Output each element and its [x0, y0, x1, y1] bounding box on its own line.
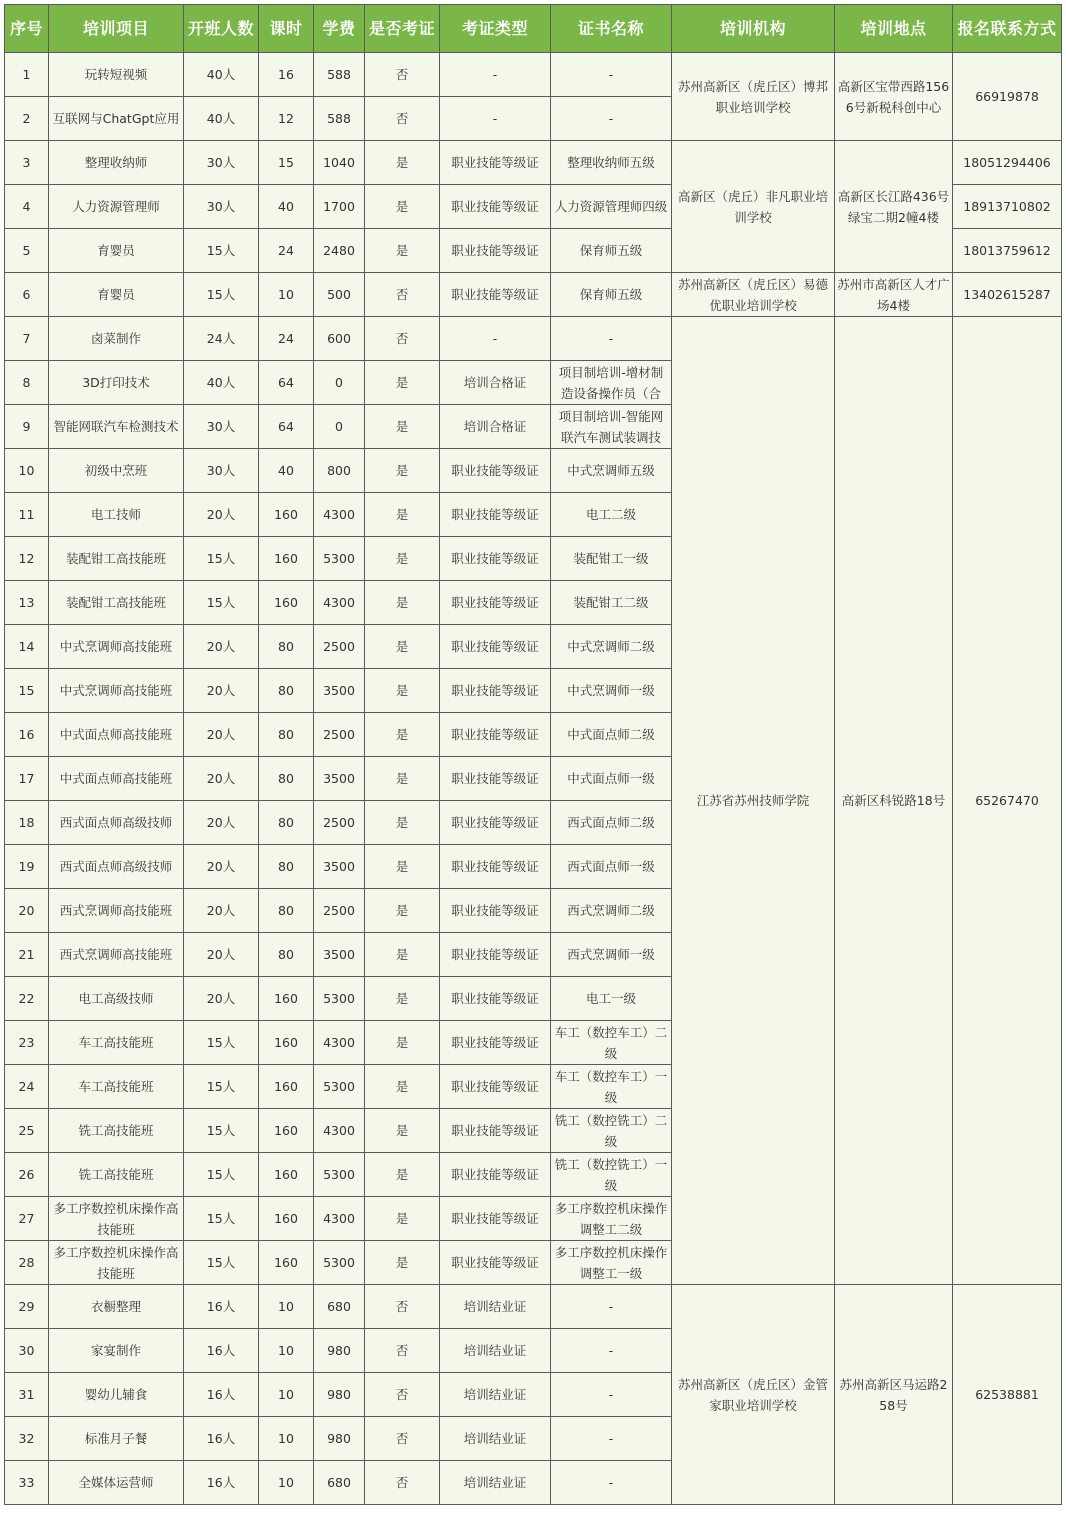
row-index: 19 [5, 845, 49, 889]
location: 高新区科锐路18号 [835, 317, 953, 1285]
cert-type: 职业技能等级证 [440, 537, 551, 581]
class-hours: 80 [259, 625, 314, 669]
header-certified: 是否考证 [365, 5, 440, 53]
cert-name: 电工一级 [551, 977, 672, 1021]
cert-name: 中式面点师二级 [551, 713, 672, 757]
fee: 3500 [314, 845, 365, 889]
course-name: 车工高技能班 [49, 1021, 184, 1065]
cert-type: 职业技能等级证 [440, 669, 551, 713]
certified: 是 [365, 757, 440, 801]
header-cert-type: 考证类型 [440, 5, 551, 53]
contact-phone: 62538881 [953, 1285, 1062, 1505]
class-hours: 64 [259, 361, 314, 405]
fee: 4300 [314, 1021, 365, 1065]
fee: 4300 [314, 1197, 365, 1241]
certified: 是 [365, 141, 440, 185]
class-size: 20人 [184, 977, 259, 1021]
cert-type: 职业技能等级证 [440, 273, 551, 317]
certified: 是 [365, 229, 440, 273]
row-index: 32 [5, 1417, 49, 1461]
class-hours: 40 [259, 449, 314, 493]
class-size: 15人 [184, 1021, 259, 1065]
cert-type: 职业技能等级证 [440, 1109, 551, 1153]
class-size: 15人 [184, 537, 259, 581]
certified: 是 [365, 801, 440, 845]
cert-type: - [440, 53, 551, 97]
class-hours: 10 [259, 273, 314, 317]
class-hours: 160 [259, 1197, 314, 1241]
cert-type: 职业技能等级证 [440, 449, 551, 493]
class-hours: 24 [259, 317, 314, 361]
certified: 是 [365, 1241, 440, 1285]
cert-name: 中式烹调师五级 [551, 449, 672, 493]
row-index: 6 [5, 273, 49, 317]
certified: 是 [365, 977, 440, 1021]
cert-name: - [551, 1461, 672, 1505]
cert-name: 车工（数控车工）二级 [551, 1021, 672, 1065]
cert-type: 培训结业证 [440, 1285, 551, 1329]
course-name: 整理收纳师 [49, 141, 184, 185]
fee: 800 [314, 449, 365, 493]
course-name: 婴幼儿辅食 [49, 1373, 184, 1417]
course-name: 多工序数控机床操作高技能班 [49, 1197, 184, 1241]
class-size: 20人 [184, 845, 259, 889]
row-index: 8 [5, 361, 49, 405]
course-name: 家宴制作 [49, 1329, 184, 1373]
cert-type: 培训合格证 [440, 361, 551, 405]
class-size: 40人 [184, 97, 259, 141]
class-size: 16人 [184, 1329, 259, 1373]
header-class-size: 开班人数 [184, 5, 259, 53]
class-size: 20人 [184, 493, 259, 537]
class-hours: 160 [259, 977, 314, 1021]
cert-type: 职业技能等级证 [440, 757, 551, 801]
row-index: 18 [5, 801, 49, 845]
course-name: 玩转短视频 [49, 53, 184, 97]
class-size: 40人 [184, 361, 259, 405]
cert-type: 职业技能等级证 [440, 1197, 551, 1241]
certified: 否 [365, 1461, 440, 1505]
row-index: 26 [5, 1153, 49, 1197]
class-hours: 80 [259, 713, 314, 757]
fee: 5300 [314, 1153, 365, 1197]
class-size: 15人 [184, 1153, 259, 1197]
certified: 否 [365, 273, 440, 317]
class-size: 30人 [184, 141, 259, 185]
class-hours: 24 [259, 229, 314, 273]
course-name: 多工序数控机床操作高技能班 [49, 1241, 184, 1285]
cert-name: - [551, 97, 672, 141]
course-name: 西式面点师高级技师 [49, 801, 184, 845]
certified: 是 [365, 449, 440, 493]
cert-name: 中式烹调师一级 [551, 669, 672, 713]
cert-name: 车工（数控车工）一级 [551, 1065, 672, 1109]
course-name: 人力资源管理师 [49, 185, 184, 229]
row-index: 7 [5, 317, 49, 361]
course-name: 育婴员 [49, 229, 184, 273]
cert-name: 装配钳工二级 [551, 581, 672, 625]
course-name: 中式面点师高技能班 [49, 757, 184, 801]
header-cert-name: 证书名称 [551, 5, 672, 53]
table-row [5, 273, 1062, 317]
certified: 是 [365, 669, 440, 713]
fee: 3500 [314, 933, 365, 977]
course-name: 电工技师 [49, 493, 184, 537]
header-location: 培训地点 [835, 5, 953, 53]
fee: 5300 [314, 537, 365, 581]
course-name: 西式面点师高级技师 [49, 845, 184, 889]
cert-name: 保育师五级 [551, 229, 672, 273]
cert-type: 职业技能等级证 [440, 581, 551, 625]
class-hours: 160 [259, 1241, 314, 1285]
fee: 5300 [314, 1065, 365, 1109]
course-name: 西式烹调师高技能班 [49, 889, 184, 933]
cert-type: 职业技能等级证 [440, 933, 551, 977]
class-size: 20人 [184, 933, 259, 977]
header-row [5, 5, 1062, 53]
fee: 980 [314, 1329, 365, 1373]
cert-type: 职业技能等级证 [440, 845, 551, 889]
course-name: 铣工高技能班 [49, 1153, 184, 1197]
fee: 3500 [314, 669, 365, 713]
class-size: 30人 [184, 405, 259, 449]
certified: 是 [365, 713, 440, 757]
fee: 588 [314, 97, 365, 141]
contact-phone: 18913710802 [953, 185, 1062, 229]
course-name: 西式烹调师高技能班 [49, 933, 184, 977]
cert-name: 西式烹调师二级 [551, 889, 672, 933]
course-name: 衣橱整理 [49, 1285, 184, 1329]
course-name: 初级中烹班 [49, 449, 184, 493]
cert-name: 电工二级 [551, 493, 672, 537]
table-row [5, 53, 1062, 97]
class-hours: 160 [259, 493, 314, 537]
class-hours: 80 [259, 933, 314, 977]
cert-name: - [551, 1329, 672, 1373]
fee: 5300 [314, 977, 365, 1021]
class-size: 15人 [184, 229, 259, 273]
class-size: 15人 [184, 1241, 259, 1285]
class-size: 20人 [184, 625, 259, 669]
row-index: 21 [5, 933, 49, 977]
certified: 否 [365, 53, 440, 97]
cert-name: 多工序数控机床操作调整工二级 [551, 1197, 672, 1241]
class-hours: 80 [259, 757, 314, 801]
cert-name: 西式面点师一级 [551, 845, 672, 889]
class-hours: 80 [259, 845, 314, 889]
cert-name: 铣工（数控铣工）一级 [551, 1153, 672, 1197]
certified: 否 [365, 1417, 440, 1461]
cert-name: 整理收纳师五级 [551, 141, 672, 185]
class-size: 16人 [184, 1285, 259, 1329]
location: 苏州市高新区人才广场4楼 [835, 273, 953, 317]
class-size: 15人 [184, 1197, 259, 1241]
fee: 0 [314, 361, 365, 405]
fee: 2500 [314, 625, 365, 669]
certified: 否 [365, 317, 440, 361]
certified: 是 [365, 1021, 440, 1065]
row-index: 3 [5, 141, 49, 185]
class-size: 24人 [184, 317, 259, 361]
cert-type: 职业技能等级证 [440, 141, 551, 185]
row-index: 16 [5, 713, 49, 757]
certified: 是 [365, 1065, 440, 1109]
location: 高新区长江路436号绿宝二期2幢4楼 [835, 141, 953, 273]
course-name: 全媒体运营师 [49, 1461, 184, 1505]
class-size: 15人 [184, 273, 259, 317]
row-index: 17 [5, 757, 49, 801]
row-index: 30 [5, 1329, 49, 1373]
institution: 江苏省苏州技师学院 [672, 317, 835, 1285]
row-index: 4 [5, 185, 49, 229]
row-index: 33 [5, 1461, 49, 1505]
certified: 否 [365, 97, 440, 141]
institution: 苏州高新区（虎丘区）易德优职业培训学校 [672, 273, 835, 317]
fee: 0 [314, 405, 365, 449]
class-size: 20人 [184, 713, 259, 757]
cert-name: - [551, 1285, 672, 1329]
fee: 980 [314, 1417, 365, 1461]
row-index: 9 [5, 405, 49, 449]
contact-phone: 65267470 [953, 317, 1062, 1285]
institution: 高新区（虎丘）非凡职业培训学校 [672, 141, 835, 273]
course-name: 装配钳工高技能班 [49, 537, 184, 581]
fee: 1040 [314, 141, 365, 185]
fee: 2500 [314, 801, 365, 845]
class-hours: 160 [259, 537, 314, 581]
row-index: 31 [5, 1373, 49, 1417]
table-row [5, 317, 1062, 361]
class-size: 15人 [184, 1109, 259, 1153]
class-hours: 160 [259, 581, 314, 625]
fee: 680 [314, 1285, 365, 1329]
class-size: 20人 [184, 669, 259, 713]
row-index: 14 [5, 625, 49, 669]
certified: 是 [365, 185, 440, 229]
training-table [4, 4, 1062, 1505]
class-hours: 10 [259, 1461, 314, 1505]
certified: 是 [365, 493, 440, 537]
header-course: 培训项目 [49, 5, 184, 53]
cert-type: 职业技能等级证 [440, 889, 551, 933]
certified: 是 [365, 889, 440, 933]
class-hours: 12 [259, 97, 314, 141]
certified: 是 [365, 537, 440, 581]
cert-name: 中式烹调师二级 [551, 625, 672, 669]
class-size: 30人 [184, 449, 259, 493]
certified: 是 [365, 933, 440, 977]
fee: 1700 [314, 185, 365, 229]
class-size: 20人 [184, 757, 259, 801]
cert-type: 职业技能等级证 [440, 625, 551, 669]
class-hours: 80 [259, 889, 314, 933]
cert-type: 职业技能等级证 [440, 229, 551, 273]
certified: 是 [365, 1153, 440, 1197]
certified: 是 [365, 1109, 440, 1153]
cert-name: - [551, 1417, 672, 1461]
course-name: 智能网联汽车检测技术 [49, 405, 184, 449]
contact-phone: 18013759612 [953, 229, 1062, 273]
class-hours: 15 [259, 141, 314, 185]
contact-phone: 18051294406 [953, 141, 1062, 185]
class-hours: 80 [259, 801, 314, 845]
course-name: 卤菜制作 [49, 317, 184, 361]
course-name: 3D打印技术 [49, 361, 184, 405]
header-hours: 课时 [259, 5, 314, 53]
cert-name: - [551, 53, 672, 97]
class-hours: 10 [259, 1373, 314, 1417]
course-name: 互联网与ChatGpt应用 [49, 97, 184, 141]
row-index: 1 [5, 53, 49, 97]
class-hours: 160 [259, 1065, 314, 1109]
row-index: 5 [5, 229, 49, 273]
cert-name: 多工序数控机床操作调整工一级 [551, 1241, 672, 1285]
cert-name: 铣工（数控铣工）二级 [551, 1109, 672, 1153]
row-index: 25 [5, 1109, 49, 1153]
class-size: 30人 [184, 185, 259, 229]
course-name: 育婴员 [49, 273, 184, 317]
row-index: 23 [5, 1021, 49, 1065]
fee: 4300 [314, 581, 365, 625]
cert-type: 培训结业证 [440, 1461, 551, 1505]
cert-name: 西式烹调师一级 [551, 933, 672, 977]
table-row [5, 1285, 1062, 1329]
cert-type: 职业技能等级证 [440, 185, 551, 229]
cert-name: - [551, 317, 672, 361]
institution: 苏州高新区（虎丘区）金管家职业培训学校 [672, 1285, 835, 1505]
cert-type: 职业技能等级证 [440, 1153, 551, 1197]
cert-type: - [440, 317, 551, 361]
certified: 否 [365, 1285, 440, 1329]
cert-type: 职业技能等级证 [440, 801, 551, 845]
row-index: 20 [5, 889, 49, 933]
cert-type: 培训合格证 [440, 405, 551, 449]
row-index: 29 [5, 1285, 49, 1329]
class-hours: 40 [259, 185, 314, 229]
class-hours: 160 [259, 1021, 314, 1065]
class-size: 15人 [184, 1065, 259, 1109]
cert-name: 项目制培训-增材制造设备操作员（合 [551, 361, 672, 405]
cert-type: 培训结业证 [440, 1417, 551, 1461]
fee: 3500 [314, 757, 365, 801]
cert-name: 西式面点师二级 [551, 801, 672, 845]
class-size: 20人 [184, 889, 259, 933]
class-size: 15人 [184, 581, 259, 625]
cert-name: 中式面点师一级 [551, 757, 672, 801]
course-name: 标准月子餐 [49, 1417, 184, 1461]
row-index: 2 [5, 97, 49, 141]
cert-type: 职业技能等级证 [440, 493, 551, 537]
class-size: 40人 [184, 53, 259, 97]
certified: 是 [365, 625, 440, 669]
class-hours: 16 [259, 53, 314, 97]
location: 高新区宝带西路1566号新税科创中心 [835, 53, 953, 141]
row-index: 28 [5, 1241, 49, 1285]
class-hours: 10 [259, 1417, 314, 1461]
row-index: 24 [5, 1065, 49, 1109]
cert-name: 装配钳工一级 [551, 537, 672, 581]
location: 苏州高新区马运路258号 [835, 1285, 953, 1505]
fee: 680 [314, 1461, 365, 1505]
cert-type: - [440, 97, 551, 141]
fee: 2480 [314, 229, 365, 273]
header-institution: 培训机构 [672, 5, 835, 53]
fee: 2500 [314, 889, 365, 933]
certified: 是 [365, 1197, 440, 1241]
contact-phone: 66919878 [953, 53, 1062, 141]
cert-type: 职业技能等级证 [440, 713, 551, 757]
certified: 是 [365, 581, 440, 625]
cert-name: 保育师五级 [551, 273, 672, 317]
class-hours: 10 [259, 1285, 314, 1329]
cert-name: 项目制培训-智能网联汽车测试装调技 [551, 405, 672, 449]
course-name: 中式烹调师高技能班 [49, 625, 184, 669]
class-size: 16人 [184, 1461, 259, 1505]
fee: 500 [314, 273, 365, 317]
row-index: 11 [5, 493, 49, 537]
fee: 600 [314, 317, 365, 361]
cert-name: 人力资源管理师四级 [551, 185, 672, 229]
class-size: 16人 [184, 1373, 259, 1417]
row-index: 12 [5, 537, 49, 581]
certified: 是 [365, 845, 440, 889]
fee: 4300 [314, 1109, 365, 1153]
course-name: 铣工高技能班 [49, 1109, 184, 1153]
course-name: 装配钳工高技能班 [49, 581, 184, 625]
row-index: 27 [5, 1197, 49, 1241]
certified: 是 [365, 405, 440, 449]
cert-name: - [551, 1373, 672, 1417]
cert-type: 职业技能等级证 [440, 1021, 551, 1065]
row-index: 22 [5, 977, 49, 1021]
class-hours: 160 [259, 1109, 314, 1153]
cert-type: 培训结业证 [440, 1329, 551, 1373]
cert-type: 职业技能等级证 [440, 1241, 551, 1285]
certified: 否 [365, 1373, 440, 1417]
certified: 是 [365, 361, 440, 405]
fee: 5300 [314, 1241, 365, 1285]
course-name: 电工高级技师 [49, 977, 184, 1021]
contact-phone: 13402615287 [953, 273, 1062, 317]
fee: 980 [314, 1373, 365, 1417]
cert-type: 职业技能等级证 [440, 977, 551, 1021]
row-index: 10 [5, 449, 49, 493]
header-contact: 报名联系方式 [953, 5, 1062, 53]
class-hours: 10 [259, 1329, 314, 1373]
class-size: 16人 [184, 1417, 259, 1461]
row-index: 15 [5, 669, 49, 713]
class-size: 20人 [184, 801, 259, 845]
fee: 2500 [314, 713, 365, 757]
table-row [5, 141, 1062, 185]
header-fee: 学费 [314, 5, 365, 53]
certified: 否 [365, 1329, 440, 1373]
institution: 苏州高新区（虎丘区）博邦职业培训学校 [672, 53, 835, 141]
course-name: 车工高技能班 [49, 1065, 184, 1109]
cert-type: 培训结业证 [440, 1373, 551, 1417]
class-hours: 160 [259, 1153, 314, 1197]
class-hours: 80 [259, 669, 314, 713]
course-name: 中式烹调师高技能班 [49, 669, 184, 713]
class-hours: 64 [259, 405, 314, 449]
fee: 588 [314, 53, 365, 97]
course-name: 中式面点师高技能班 [49, 713, 184, 757]
cert-type: 职业技能等级证 [440, 1065, 551, 1109]
header-index: 序号 [5, 5, 49, 53]
fee: 4300 [314, 493, 365, 537]
row-index: 13 [5, 581, 49, 625]
